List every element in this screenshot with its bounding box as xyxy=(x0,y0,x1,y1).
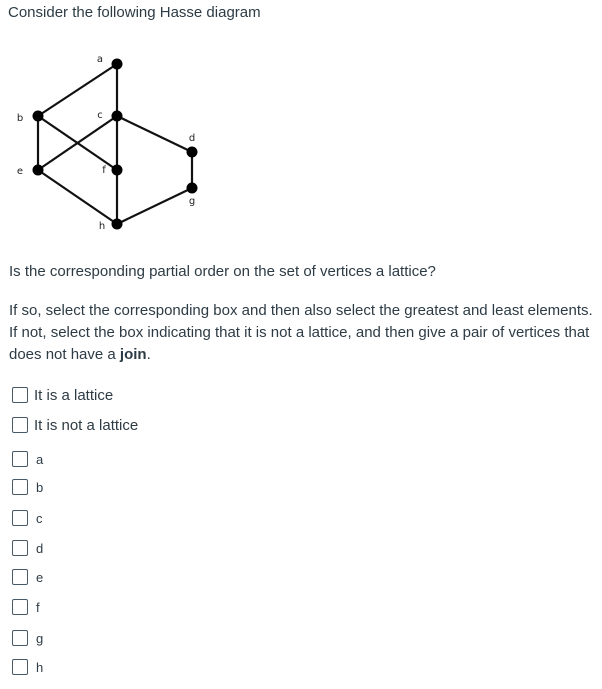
vertex-label-b: b xyxy=(16,113,24,124)
vertex-label: f xyxy=(36,599,40,615)
checkbox-vertex-d[interactable] xyxy=(12,540,28,556)
option-vertex-g[interactable] xyxy=(12,627,43,649)
vertex-label: e xyxy=(36,569,44,585)
option-vertex-c[interactable] xyxy=(12,507,43,529)
option-is-lattice[interactable] xyxy=(12,384,113,406)
vertex-label: h xyxy=(36,659,44,675)
vertex-f xyxy=(112,165,123,176)
vertex-h xyxy=(112,219,123,230)
checkbox-vertex-g[interactable] xyxy=(12,630,28,646)
edge-h-g xyxy=(117,188,192,224)
vertex-b xyxy=(33,111,44,122)
option-vertex-d[interactable] xyxy=(12,537,43,559)
instructions-end: . xyxy=(146,346,151,363)
vertex-label-f: f xyxy=(102,165,106,176)
instructions-text: If so, select the corresponding box and then also select the greatest and least elements. If not, select the box indicating that it is not a lattice, and then give a pair of vertices that does not have a xyxy=(9,302,593,363)
vertex-a xyxy=(112,59,123,70)
diagram-nodes xyxy=(17,54,198,232)
option-not-lattice[interactable] xyxy=(12,414,138,436)
diagram-edges xyxy=(38,64,192,224)
edge-h-e xyxy=(38,170,117,224)
intro-text: Consider the following Hasse diagram xyxy=(8,4,261,21)
vertex-label-h: h xyxy=(98,221,106,232)
option-label: It is not a lattice xyxy=(34,416,139,434)
question-lattice: Is the corresponding partial order on the set of vertices a lattice? xyxy=(9,263,436,280)
vertex-label: c xyxy=(36,510,43,526)
vertex-c xyxy=(112,111,123,122)
edge-d-c xyxy=(117,116,192,152)
vertex-label: d xyxy=(36,540,44,556)
option-vertex-e[interactable] xyxy=(12,566,43,588)
option-vertex-a[interactable] xyxy=(12,448,43,470)
vertex-g xyxy=(187,183,198,194)
option-vertex-b[interactable] xyxy=(12,476,43,498)
vertex-d xyxy=(187,147,198,158)
vertex-label: g xyxy=(36,630,44,646)
checkbox-is-lattice[interactable] xyxy=(12,387,28,403)
checkbox-vertex-e[interactable] xyxy=(12,569,28,585)
vertex-label-g: g xyxy=(188,196,196,207)
hasse-diagram xyxy=(0,0,602,260)
vertex-label-e: e xyxy=(16,166,24,177)
instructions-join: join xyxy=(119,346,147,363)
vertex-e xyxy=(33,165,44,176)
checkbox-vertex-f[interactable] xyxy=(12,599,28,615)
option-vertex-h[interactable] xyxy=(12,656,43,678)
vertex-label-a: a xyxy=(96,54,104,65)
vertex-label: b xyxy=(36,479,44,495)
checkbox-vertex-b[interactable] xyxy=(12,479,28,495)
question-instructions xyxy=(9,300,594,366)
edge-b-a xyxy=(38,64,117,116)
checkbox-not-lattice[interactable] xyxy=(12,417,28,433)
vertex-label-c: c xyxy=(97,110,103,121)
vertex-label-d: d xyxy=(188,133,196,144)
checkbox-vertex-a[interactable] xyxy=(12,451,28,467)
option-vertex-f[interactable] xyxy=(12,596,40,618)
checkbox-vertex-c[interactable] xyxy=(12,510,28,526)
option-label: It is a lattice xyxy=(34,386,114,404)
vertex-label: a xyxy=(36,451,44,467)
checkbox-vertex-h[interactable] xyxy=(12,659,28,675)
